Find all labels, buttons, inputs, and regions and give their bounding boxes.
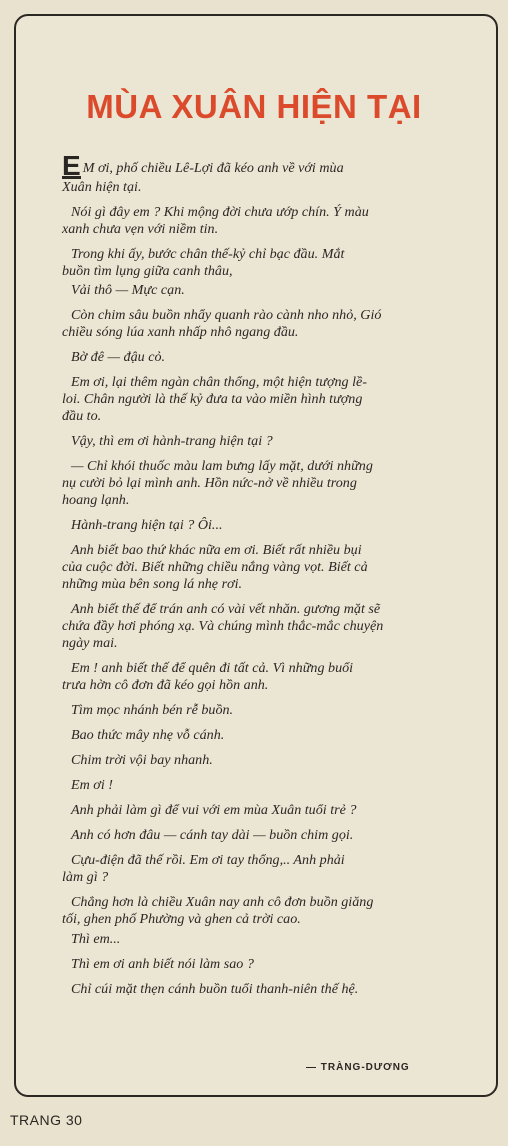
poem-line-text: Tìm mọc nhánh bén rễ buồn. [71, 702, 234, 718]
poem-line-text: Anh biết bao thứ khác nữa em ơi. Biết rất nhiều bụi [71, 542, 362, 558]
poem-line-text: Thì em... [71, 931, 121, 947]
poem-stanza [62, 150, 470, 196]
poem-line [62, 618, 470, 635]
poem-line-text: nụ cười bỏ lại mình anh. Hồn nức-nở về nhiều trong [62, 475, 357, 491]
poem-line [62, 475, 470, 492]
poem-line [62, 852, 470, 869]
poem-line-text: đầu to. [62, 408, 102, 424]
poem-body [62, 150, 470, 998]
poem-line-text: Anh phải làm gì để vui với em mùa Xuân tuổi trẻ ? [71, 802, 357, 818]
poem-line [62, 802, 470, 819]
poem-line-text: Bờ đê — đậu cỏ. [71, 349, 166, 365]
poem-line [62, 869, 470, 886]
poem-stanza [62, 931, 470, 948]
poem-line-text: Trong khi ấy, bước chân thế-kỷ chỉ bạc đầu. Mắt [71, 246, 345, 262]
poem-stanza [62, 601, 470, 652]
poem-stanza [62, 307, 470, 341]
poem-line-text: Chẳng hơn là chiều Xuân nay anh cô đơn buồn giăng [71, 894, 374, 910]
poem-line-text: Nói gì đây em ? Khi mộng đời chưa ướp chín. Ý màu [71, 204, 369, 220]
poem-line-text: chiều sóng lúa xanh nhấp nhô ngang đầu. [62, 324, 299, 340]
poem-line [62, 433, 470, 450]
poem-line [62, 894, 470, 911]
poem-line-text: Chim trời vội bay nhanh. [71, 752, 213, 768]
poem-line-text: — Chỉ khói thuốc màu lam bưng lấy mặt, dưới những [71, 458, 373, 474]
poem-line-text: những mùa bên song lá nhẹ rơi. [62, 576, 243, 592]
poem-stanza [62, 517, 470, 534]
poem-stanza [62, 752, 470, 769]
poem-line-text: buồn tìm lụng giữa canh thâu, [62, 263, 233, 279]
poem-line-text: Em ơi, lại thêm ngàn chân thổng, một hiện tượng lề- [71, 374, 367, 390]
poem-line-text: Em ơi ! [71, 777, 113, 793]
poem-line [62, 324, 470, 341]
poem-stanza [62, 349, 470, 366]
poem-line [62, 150, 470, 181]
poem-line [62, 827, 470, 844]
poem-stanza [62, 802, 470, 819]
poem-line [62, 601, 470, 618]
poem-line-text: làm gì ? [62, 869, 109, 885]
poem-line [62, 282, 470, 299]
poem-stanza [62, 852, 470, 886]
poem-line [62, 246, 470, 263]
poem-line [62, 307, 470, 324]
poem-stanza [62, 956, 470, 973]
poem-stanza [62, 660, 470, 694]
poem-stanza [62, 727, 470, 744]
poem-line [62, 576, 470, 593]
poem-line [62, 911, 470, 928]
poem-line [62, 408, 470, 425]
poem-line-text: Anh biết thế để trán anh có vài vết nhăn. gương mặt sẽ [71, 601, 381, 617]
poem-line-text: hoang lạnh. [62, 492, 130, 508]
poem-line [62, 517, 470, 534]
poem-line-text: của cuộc đời. Biết những chiều nắng vàng vọt. Biết cả [62, 559, 368, 575]
poem-stanza [62, 894, 470, 928]
poem-stanza [62, 777, 470, 794]
poem-line [62, 727, 470, 744]
page-number: TRANG 30 [10, 1112, 83, 1128]
poem-line-text: Cựu-điện đã thế rồi. Em ơi tay thổng,.. Anh phải [71, 852, 345, 868]
poem-line-text: Thì em ơi anh biết nói làm sao ? [71, 956, 254, 972]
poem-line-text: Xuân hiện tại. [62, 179, 142, 195]
poem-line-text: Còn chim sâu buồn nhẩy quanh rào cành nho nhỏ, Gió [71, 307, 382, 323]
poem-stanza [62, 542, 470, 593]
poem-line-text: Chỉ cúi mặt thẹn cánh buồn tuổi thanh-niên thế hệ. [71, 981, 359, 997]
poem-stanza [62, 374, 470, 425]
poem-line-text: Em ! anh biết thế để quên đi tất cả. Vì những buổi [71, 660, 354, 676]
poem-line-text: trưa hờn cô đơn đã kéo gọi hồn anh. [62, 677, 269, 693]
author-signature: — TRÀNG-DƯƠNG [306, 1062, 410, 1073]
poem-line [62, 777, 470, 794]
poem-line [62, 542, 470, 559]
poem-line-text: Hành-trang hiện tại ? Ôi... [71, 517, 223, 533]
poem-line [62, 374, 470, 391]
poem-line [62, 221, 470, 238]
poem-line [62, 660, 470, 677]
poem-line-text: Vải thô — Mực cạn. [71, 282, 185, 298]
poem-line [62, 981, 470, 998]
poem-line [62, 179, 470, 196]
poem-line-text: tối, ghen phố Phường và ghen cả trời cao. [62, 911, 301, 927]
article-title: MÙA XUÂN HIỆN TẠI [86, 88, 422, 125]
poem-line [62, 204, 470, 221]
drop-cap: E [62, 150, 81, 181]
poem-line [62, 458, 470, 475]
poem-line-text: Bao thức mây nhẹ vỗ cánh. [71, 727, 225, 743]
poem-stanza [62, 433, 470, 450]
poem-line [62, 263, 470, 280]
poem-line [62, 931, 470, 948]
poem-stanza [62, 282, 470, 299]
poem-line [62, 752, 470, 769]
poem-stanza [62, 458, 470, 509]
poem-line [62, 559, 470, 576]
poem-line [62, 349, 470, 366]
poem-stanza [62, 246, 470, 280]
poem-line-text: chứa đầy hơi phóng xạ. Và chúng mình thắc-mắc chuyện [62, 618, 384, 634]
poem-line-text: xanh chưa vẹn với niềm tin. [62, 221, 219, 237]
poem-line [62, 702, 470, 719]
poem-stanza [62, 827, 470, 844]
poem-line-text: ngày mai. [62, 635, 118, 651]
poem-stanza [62, 981, 470, 998]
poem-line-text: Anh có hơn đâu — cánh tay dài — buồn chim gọi. [71, 827, 354, 843]
poem-line-text: Vậy, thì em ơi hành-trang hiện tại ? [71, 433, 273, 449]
poem-line [62, 391, 470, 408]
poem-line [62, 492, 470, 509]
poem-stanza [62, 702, 470, 719]
poem-stanza [62, 204, 470, 238]
poem-line [62, 677, 470, 694]
poem-line-text: M ơi, phố chiều Lê-Lợi đã kéo anh về với mùa [82, 160, 344, 176]
poem-line [62, 956, 470, 973]
poem-line-text: loi. Chân người là thế kỷ đưa ta vào miền hình tượng [62, 391, 363, 407]
poem-line [62, 635, 470, 652]
